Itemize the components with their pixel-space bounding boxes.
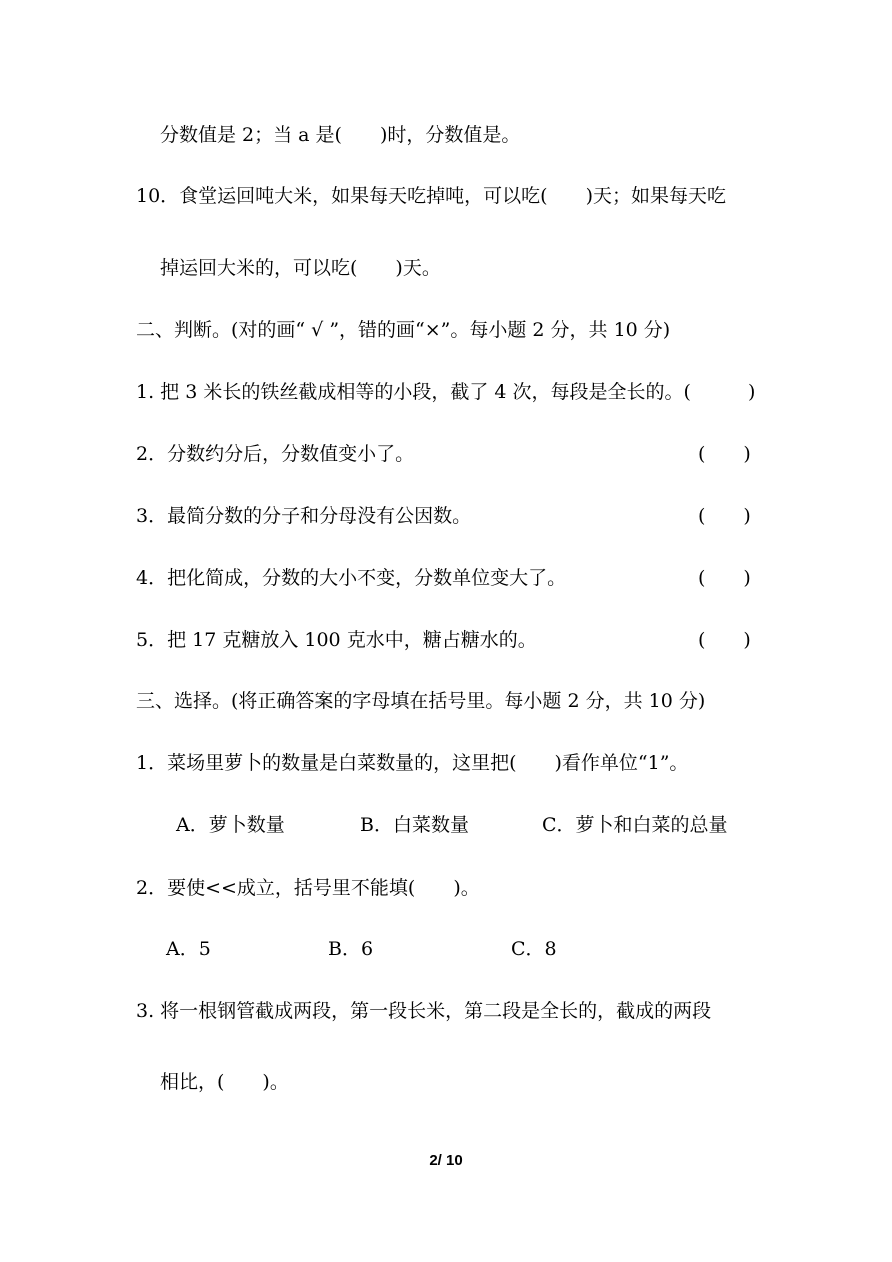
choice-1-option-c[interactable]: C．萝卜和白菜的总量 bbox=[542, 814, 728, 836]
page-number: 2/ 10 bbox=[429, 1152, 463, 1169]
judge-item-2: 2．分数约分后，分数值变小了。 bbox=[136, 443, 415, 465]
choice-1-option-b[interactable]: B．白菜数量 bbox=[360, 814, 469, 836]
choice-question-3-line-1: 3. 将一根钢管截成两段，第一段长米，第二段是全长的，截成的两段 bbox=[136, 1000, 712, 1022]
choice-question-3-line-2: 相比，( )。 bbox=[160, 1071, 289, 1093]
judge-item-4: 4．把化简成，分数的大小不变，分数单位变大了。 bbox=[136, 567, 567, 589]
judge-item-1: 1. 把 3 米长的铁丝截成相等的小段，截了 4 次，每段是全长的。( bbox=[136, 381, 691, 403]
choice-question-1: 1．菜场里萝卜的数量是白菜数量的，这里把( )看作单位“1”。 bbox=[136, 752, 689, 774]
judge-item-3: 3．最简分数的分子和分母没有公因数。 bbox=[136, 505, 472, 527]
continued-question-9-text: 分数值是 2；当 a 是( )时，分数值是。 bbox=[160, 124, 521, 146]
choice-2-option-a[interactable]: A．5 bbox=[166, 938, 211, 960]
judge-item-5: 5．把 17 克糖放入 100 克水中，糖占糖水的。 bbox=[136, 629, 537, 651]
choice-1-option-a[interactable]: A．萝卜数量 bbox=[176, 814, 285, 836]
choice-2-option-c[interactable]: C．8 bbox=[511, 938, 557, 960]
choice-2-option-b[interactable]: B．6 bbox=[328, 938, 374, 960]
question-10-line-1: 10．食堂运回吨大米，如果每天吃掉吨，可以吃( )天；如果每天吃 bbox=[136, 185, 727, 207]
judge-item-3-answer-paren[interactable]: ( ) bbox=[698, 505, 751, 527]
judge-item-5-answer-paren[interactable]: ( ) bbox=[698, 629, 751, 651]
question-10-line-2: 掉运回大米的，可以吃( )天。 bbox=[160, 257, 441, 279]
section-2-heading: 二、判断。(对的画“ √ ”，错的画“×”。每小题 2 分，共 10 分) bbox=[136, 319, 671, 341]
judge-item-1-answer-paren[interactable]: ) bbox=[748, 381, 756, 403]
choice-question-2: 2．要使<<成立，括号里不能填( )。 bbox=[136, 877, 480, 899]
section-3-heading: 三、选择。(将正确答案的字母填在括号里。每小题 2 分，共 10 分) bbox=[136, 690, 706, 712]
judge-item-2-answer-paren[interactable]: ( ) bbox=[698, 443, 751, 465]
judge-item-4-answer-paren[interactable]: ( ) bbox=[698, 567, 751, 589]
